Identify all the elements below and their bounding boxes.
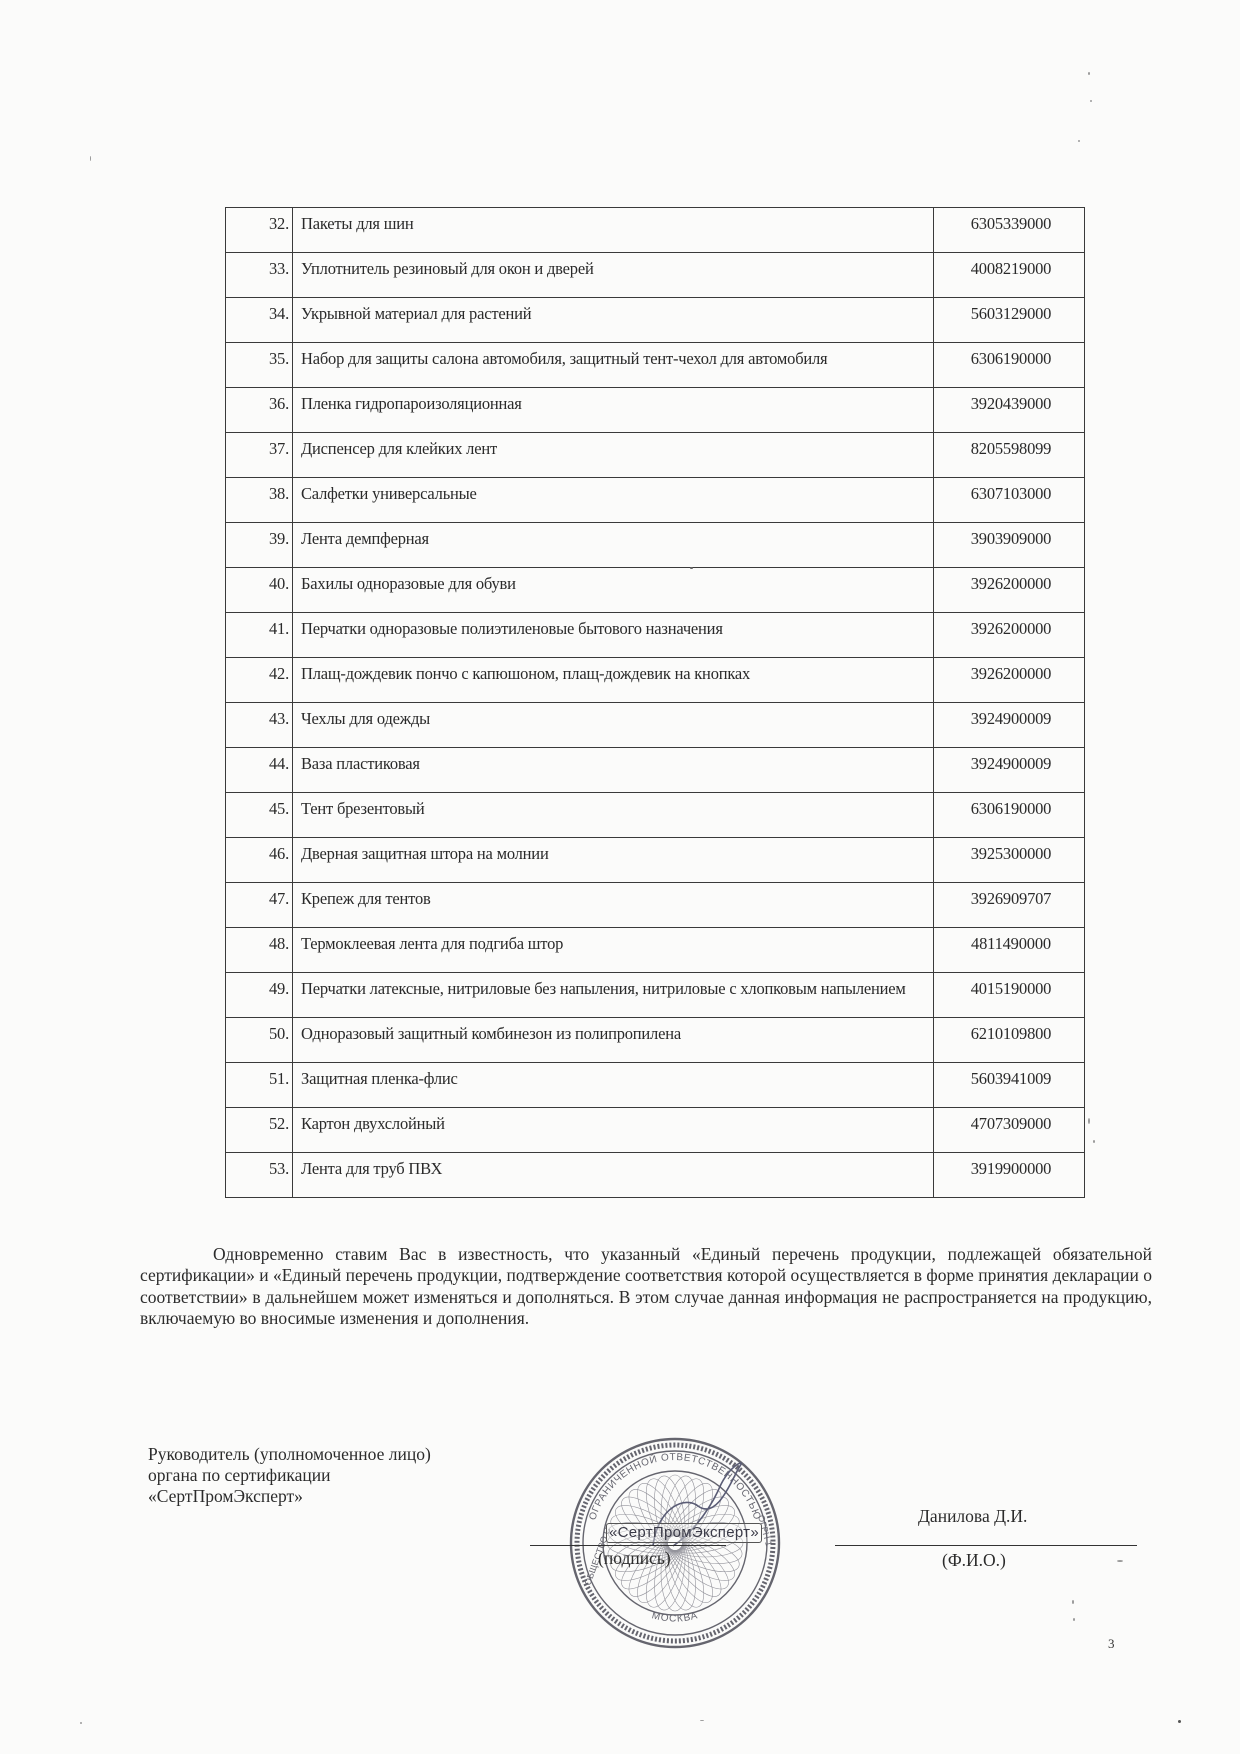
stamp-ring-text-right: ОГРН 1 bbox=[756, 1513, 774, 1548]
table-row bbox=[226, 298, 1085, 343]
tn-ved-code: 3926909707 bbox=[934, 883, 1085, 928]
tn-ved-code: 4811490000 bbox=[934, 928, 1085, 973]
tn-ved-code: 6307103000 bbox=[934, 478, 1085, 523]
scan-speck bbox=[1090, 100, 1092, 102]
row-number: 47. bbox=[226, 883, 293, 928]
tn-ved-code: 4707309000 bbox=[934, 1108, 1085, 1153]
table-row bbox=[226, 388, 1085, 433]
stamp-inner-ring-1 bbox=[583, 1451, 767, 1635]
scan-speck bbox=[1178, 1720, 1181, 1723]
row-number: 36. bbox=[226, 388, 293, 433]
official-stamp bbox=[568, 1436, 782, 1650]
table-row bbox=[226, 568, 1085, 613]
tn-ved-code: 4015190000 bbox=[934, 973, 1085, 1018]
table-row bbox=[226, 523, 1085, 568]
tn-ved-code: 3919900000 bbox=[934, 1153, 1085, 1198]
stamp-ring-text-left: ОБЩЕСТВО С bbox=[582, 1526, 613, 1587]
table-row bbox=[226, 208, 1085, 253]
row-number: 50. bbox=[226, 1018, 293, 1063]
notice-paragraph: Одновременно ставим Вас в известность, что указанный «Единый перечень продукции, подлежащей обязательной сертификации» и «Единый перечень продукции, подтверждение соответствия которой осуществляется в форме принятия декларации о соответствии» в дальнейшем может изменяться и дополняться. В этом случае данная информация не распространяется на продукцию, включаемую во вносимые изменения и дополнения. bbox=[140, 1243, 1152, 1328]
product-name: Пакеты для шин bbox=[293, 208, 934, 253]
table-row bbox=[226, 1063, 1085, 1108]
table-row bbox=[226, 433, 1085, 478]
stamp-center-name: «СертПромЭксперт» bbox=[606, 1523, 762, 1543]
scan-speck bbox=[1093, 1140, 1095, 1143]
product-name: Салфетки универсальные bbox=[293, 478, 934, 523]
row-number: 51. bbox=[226, 1063, 293, 1108]
product-name: Диспенсер для клейких лент bbox=[293, 433, 934, 478]
product-name: Перчатки латексные, нитриловые без напыления, нитриловые с хлопковым напылением bbox=[293, 973, 934, 1018]
product-name: Чехлы для одежды bbox=[293, 703, 934, 748]
tn-ved-code: 3926200000 bbox=[934, 658, 1085, 703]
row-number: 46. bbox=[226, 838, 293, 883]
name-line bbox=[835, 1545, 1137, 1546]
signer-title bbox=[148, 1444, 528, 1507]
product-name: Одноразовый защитный комбинезон из полипропилена bbox=[293, 1018, 934, 1063]
scan-speck bbox=[1088, 1118, 1090, 1124]
product-name: Термоклеевая лента для подгиба штор bbox=[293, 928, 934, 973]
tn-ved-code: 5603941009 bbox=[934, 1063, 1085, 1108]
product-name: Пленка гидропароизоляционная bbox=[293, 388, 934, 433]
row-number: 33. bbox=[226, 253, 293, 298]
signer-title-line-1: Руководитель (уполномоченное лицо) bbox=[148, 1444, 431, 1464]
product-name: Лента демпферная bbox=[293, 523, 934, 568]
row-number: 48. bbox=[226, 928, 293, 973]
scan-speck bbox=[1088, 72, 1090, 75]
scan-speck bbox=[1117, 1560, 1123, 1562]
table-row bbox=[226, 1153, 1085, 1198]
scan-speck bbox=[1073, 1618, 1075, 1621]
product-name: Дверная защитная штора на молнии bbox=[293, 838, 934, 883]
product-name: Защитная пленка-флис bbox=[293, 1063, 934, 1108]
table-row bbox=[226, 883, 1085, 928]
row-number: 45. bbox=[226, 793, 293, 838]
product-name: Плащ-дождевик пончо с капюшоном, плащ-дождевик на кнопках bbox=[293, 658, 934, 703]
scan-speck bbox=[1078, 140, 1080, 142]
product-name: Тент брезентовый bbox=[293, 793, 934, 838]
product-name: Ваза пластиковая bbox=[293, 748, 934, 793]
product-name: Бахилы одноразовые для обуви bbox=[293, 568, 934, 613]
tn-ved-code: 4008219000 bbox=[934, 253, 1085, 298]
tn-ved-code: 3903909000 bbox=[934, 523, 1085, 568]
row-number: 34. bbox=[226, 298, 293, 343]
table-row bbox=[226, 343, 1085, 388]
row-number: 41. bbox=[226, 613, 293, 658]
product-name: Лента для труб ПВХ bbox=[293, 1153, 934, 1198]
product-name: Укрывной материал для растений bbox=[293, 298, 934, 343]
signature-caption: (подпись) bbox=[598, 1548, 671, 1568]
row-number: 32. bbox=[226, 208, 293, 253]
product-name: Крепеж для тентов bbox=[293, 883, 934, 928]
table-row bbox=[226, 1018, 1085, 1063]
tn-ved-code: 3920439000 bbox=[934, 388, 1085, 433]
table-row bbox=[226, 253, 1085, 298]
row-number: 49. bbox=[226, 973, 293, 1018]
table-row bbox=[226, 658, 1085, 703]
tn-ved-code: 6306190000 bbox=[934, 793, 1085, 838]
row-number: 39. bbox=[226, 523, 293, 568]
tn-ved-code: 3926200000 bbox=[934, 568, 1085, 613]
scan-speck bbox=[1072, 1600, 1074, 1604]
tn-ved-code: 8205598099 bbox=[934, 433, 1085, 478]
scan-speck bbox=[80, 1722, 82, 1724]
table-row bbox=[226, 613, 1085, 658]
table-row bbox=[226, 838, 1085, 883]
scan-speck bbox=[690, 567, 693, 569]
tn-ved-code: 3926200000 bbox=[934, 613, 1085, 658]
scan-speck bbox=[700, 1720, 704, 1721]
table-row bbox=[226, 478, 1085, 523]
table-row bbox=[226, 703, 1085, 748]
scan-speck bbox=[90, 156, 91, 161]
stamp-ring-text-bottom: МОСКВА bbox=[650, 1610, 700, 1625]
row-number: 53. bbox=[226, 1153, 293, 1198]
signature-line bbox=[530, 1545, 726, 1546]
table-row bbox=[226, 1108, 1085, 1153]
product-table bbox=[225, 207, 1085, 1198]
row-number: 37. bbox=[226, 433, 293, 478]
row-number: 40. bbox=[226, 568, 293, 613]
tn-ved-code: 6305339000 bbox=[934, 208, 1085, 253]
row-number: 38. bbox=[226, 478, 293, 523]
table-row bbox=[226, 928, 1085, 973]
signer-title-line-2: органа по сертификации bbox=[148, 1465, 331, 1485]
signer-title-line-3: «СертПромЭксперт» bbox=[148, 1486, 303, 1506]
product-name: Уплотнитель резиновый для окон и дверей bbox=[293, 253, 934, 298]
table-row bbox=[226, 973, 1085, 1018]
table-row bbox=[226, 793, 1085, 838]
page-number: 3 bbox=[1108, 1636, 1115, 1651]
row-number: 52. bbox=[226, 1108, 293, 1153]
product-name: Набор для защиты салона автомобиля, защитный тент-чехол для автомобиля bbox=[293, 343, 934, 388]
stamp-ring-text-top: ОГРАНИЧЕННОЙ ОТВЕТСТВЕННОСТЬЮ bbox=[587, 1451, 763, 1522]
tn-ved-code: 5603129000 bbox=[934, 298, 1085, 343]
row-number: 42. bbox=[226, 658, 293, 703]
tn-ved-code: 3925300000 bbox=[934, 838, 1085, 883]
name-caption: (Ф.И.О.) bbox=[942, 1550, 1006, 1570]
row-number: 35. bbox=[226, 343, 293, 388]
row-number: 43. bbox=[226, 703, 293, 748]
product-name: Картон двухслойный bbox=[293, 1108, 934, 1153]
tn-ved-code: 6306190000 bbox=[934, 343, 1085, 388]
row-number: 44. bbox=[226, 748, 293, 793]
table-row bbox=[226, 748, 1085, 793]
signer-name: Данилова Д.И. bbox=[918, 1506, 1028, 1526]
product-name: Перчатки одноразовые полиэтиленовые бытового назначения bbox=[293, 613, 934, 658]
tn-ved-code: 3924900009 bbox=[934, 703, 1085, 748]
product-table-body bbox=[226, 208, 1085, 1198]
tn-ved-code: 6210109800 bbox=[934, 1018, 1085, 1063]
tn-ved-code: 3924900009 bbox=[934, 748, 1085, 793]
